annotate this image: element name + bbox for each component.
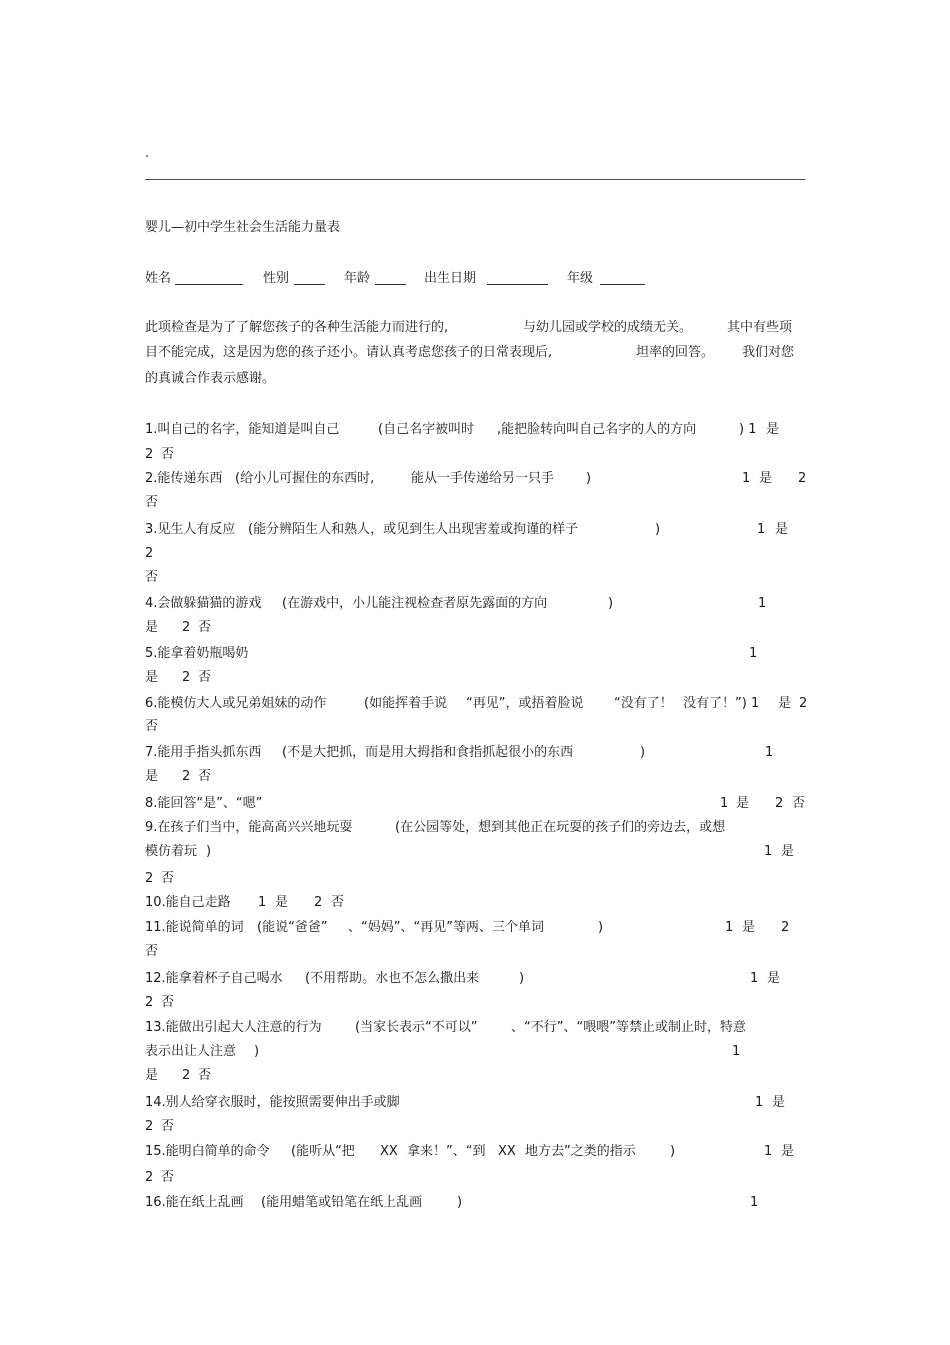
question-12-option[interactable]: 是: [767, 971, 781, 986]
question-15-text: 15.能明白简单的命令: [145, 1144, 270, 1159]
birth-date-field[interactable]: [487, 272, 548, 285]
question-3-text: ): [655, 522, 661, 537]
question-14-text: 14.别人给穿衣服时，能按照需要伸出手或脚: [145, 1095, 400, 1110]
question-11-text: (能说“爸爸”: [257, 920, 328, 935]
question-10-option[interactable]: 否: [331, 895, 345, 910]
question-13-option[interactable]: 是: [145, 1068, 159, 1083]
question-16-option[interactable]: 1: [750, 1195, 759, 1210]
question-9-text: 模仿着玩: [145, 844, 198, 859]
question-7-option[interactable]: 1: [765, 745, 774, 760]
age-field[interactable]: [375, 272, 406, 285]
question-4-text: (在游戏中，小儿能注视检查者原先露面的方向: [282, 596, 548, 611]
question-12-option[interactable]: 否: [161, 995, 175, 1010]
question-3-option[interactable]: 是: [775, 522, 789, 537]
question-14-option[interactable]: 1: [755, 1095, 764, 1110]
question-9-text: ): [206, 844, 212, 859]
question-7-text: 7.能用手指头抓东西: [145, 745, 262, 760]
question-2-option[interactable]: 否: [145, 495, 159, 510]
question-2-text: (给小儿可握住的东西时,: [235, 471, 375, 486]
question-13-text: 表示出让人注意: [145, 1044, 237, 1059]
question-6-option[interactable]: 2: [799, 696, 808, 711]
question-10-option[interactable]: 是: [275, 895, 289, 910]
question-5-option[interactable]: 是: [145, 670, 159, 685]
question-10-option[interactable]: 1: [258, 895, 267, 910]
question-15-text: 拿来！”、“到: [407, 1144, 486, 1159]
question-3-text: (能分辨陌生人和熟人，或见到生人出现害羞或拘谨的样子: [248, 522, 579, 537]
question-1-option[interactable]: ) 1: [739, 422, 757, 437]
question-7-option[interactable]: 2: [182, 769, 191, 784]
intro-line-2c: 我们对您: [742, 345, 795, 360]
header-rule: [145, 179, 805, 180]
question-11-text: ): [598, 920, 604, 935]
question-13-option[interactable]: 否: [198, 1068, 212, 1083]
question-1-option[interactable]: 是: [766, 422, 780, 437]
question-13-option[interactable]: 1: [732, 1044, 741, 1059]
question-4-text: 4.会做躲猫猫的游戏: [145, 596, 262, 611]
question-6-text: “没有了！: [614, 696, 673, 711]
question-13-text: 13.能做出引起大人注意的行为: [145, 1020, 322, 1035]
intro-line-1b: 与幼儿园或学校的成绩无关。: [523, 320, 693, 335]
question-8-text: 8.能回答“是”、“嗯”: [145, 796, 263, 811]
question-6-text: (如能挥着手说: [364, 696, 448, 711]
question-7-text: ): [640, 745, 646, 760]
intro-line-2b: 坦率的回答。: [636, 345, 715, 360]
question-13-text: 、“不行”、“喂喂”等禁止或制止时，特意: [511, 1020, 746, 1035]
document-title: 婴儿—初中学生社会生活能力量表: [145, 220, 341, 235]
question-1-option[interactable]: 2: [145, 447, 154, 462]
question-1-option[interactable]: 否: [161, 447, 175, 462]
intro-line-2a: 目不能完成，这是因为您的孩子还小。请认真考虑您孩子的日常表现后,: [145, 345, 553, 360]
question-6-option[interactable]: 否: [145, 719, 159, 734]
intro-line-1a: 此项检查是为了了解您孩子的各种生活能力而进行的,: [145, 320, 449, 335]
question-5-option[interactable]: 2: [182, 670, 191, 685]
question-6-text: 6.能模仿大人或兄弟姐妹的动作: [145, 696, 327, 711]
age-label: 年龄: [344, 271, 371, 286]
question-5-option[interactable]: 否: [198, 670, 212, 685]
question-8-option[interactable]: 否: [792, 796, 806, 811]
question-11-text: 11.能说简单的词: [145, 920, 244, 935]
question-11-option[interactable]: 1: [725, 920, 734, 935]
question-15-option[interactable]: 是: [781, 1144, 795, 1159]
question-15-option[interactable]: 1: [764, 1144, 773, 1159]
question-4-text: ): [608, 596, 614, 611]
question-11-option[interactable]: 是: [742, 920, 756, 935]
question-16-text: (能用蜡笔或铅笔在纸上乱画: [261, 1195, 423, 1210]
birth-date-label: 出生日期: [424, 271, 477, 286]
question-11-text: 、“妈妈”、“再见”等两、三个单词: [348, 920, 544, 935]
question-3-option[interactable]: 1: [757, 522, 766, 537]
question-12-text: ): [519, 971, 525, 986]
question-5-option[interactable]: 1: [749, 646, 758, 661]
question-9-text: (在公园等处，想到其他正在玩耍的孩子们的旁边去，或想: [395, 820, 726, 835]
question-9-option[interactable]: 是: [781, 844, 795, 859]
question-13-text: ): [254, 1044, 260, 1059]
question-2-text: ): [586, 471, 592, 486]
intro-line-1c: 其中有些项: [727, 320, 793, 335]
question-7-text: (不是大把抓，而是用大拇指和食指抓起很小的东西: [282, 745, 574, 760]
question-7-option[interactable]: 是: [145, 769, 159, 784]
question-1-text: 1.叫自己的名字，能知道是叫自己: [145, 422, 340, 437]
question-3-option[interactable]: 2: [145, 546, 154, 561]
question-2-text: 2.能传递东西: [145, 471, 223, 486]
question-13-text: (当家长表示“不可以”: [355, 1020, 478, 1035]
question-1-text: ,能把脸转向叫自己名字的人的方向: [497, 422, 697, 437]
question-6-text: 没有了！”) 1: [683, 696, 760, 711]
gender-label: 性别: [263, 271, 290, 286]
question-8-option[interactable]: 是: [736, 796, 750, 811]
question-2-option[interactable]: 2: [798, 471, 807, 486]
question-6-text: “再见”，或捂着脸说: [466, 696, 584, 711]
question-15-text: 地方去”之类的指示: [525, 1144, 636, 1159]
question-6-option[interactable]: 是: [778, 696, 792, 711]
question-15-text: XX: [380, 1144, 398, 1159]
question-10-option[interactable]: 2: [314, 895, 323, 910]
question-9-text: 9.在孩子们当中，能高高兴兴地玩耍: [145, 820, 353, 835]
question-8-option[interactable]: 1: [720, 796, 729, 811]
question-13-option[interactable]: 2: [182, 1068, 191, 1083]
question-3-option[interactable]: 否: [145, 570, 159, 585]
question-15-text: (能听从“把: [291, 1144, 355, 1159]
grade-label: 年级: [567, 271, 594, 286]
header-mark: .: [145, 146, 150, 161]
question-2-option[interactable]: 1: [742, 471, 751, 486]
question-4-option[interactable]: 否: [198, 620, 212, 635]
question-14-option[interactable]: 2: [145, 1119, 154, 1134]
question-11-option[interactable]: 2: [781, 920, 790, 935]
question-15-text: XX: [498, 1144, 516, 1159]
question-11-option[interactable]: 否: [145, 944, 159, 959]
question-12-text: 12.能拿着杯子自己喝水: [145, 971, 283, 986]
question-14-option[interactable]: 否: [161, 1119, 175, 1134]
question-2-text: 能从一手传递给另一只手: [411, 471, 555, 486]
name-field[interactable]: [175, 272, 243, 285]
question-9-option[interactable]: 1: [764, 844, 773, 859]
question-10-text: 10.能自己走路: [145, 895, 231, 910]
question-16-text: 16.能在纸上乱画: [145, 1195, 244, 1210]
name-label: 姓名: [145, 271, 172, 286]
question-3-text: 3.见生人有反应: [145, 522, 236, 537]
question-1-text: (自己名字被叫时: [378, 422, 475, 437]
question-12-text: (不用帮助。水也不怎么撒出来: [305, 971, 480, 986]
grade-field[interactable]: [600, 272, 645, 285]
question-2-option[interactable]: 是: [759, 471, 773, 486]
question-15-text: ): [670, 1144, 676, 1159]
question-5-text: 5.能拿着奶瓶喝奶: [145, 646, 249, 661]
question-15-option[interactable]: 否: [161, 1170, 175, 1185]
question-4-option[interactable]: 是: [145, 620, 159, 635]
question-8-option[interactable]: 2: [775, 796, 784, 811]
question-4-option[interactable]: 2: [182, 620, 191, 635]
intro-line-3: 的真诚合作表示感谢。: [145, 371, 276, 386]
question-12-option[interactable]: 2: [145, 995, 154, 1010]
gender-field[interactable]: [294, 272, 325, 285]
question-12-option[interactable]: 1: [750, 971, 759, 986]
question-15-option[interactable]: 2: [145, 1170, 154, 1185]
question-9-option[interactable]: 2: [145, 871, 154, 886]
question-9-option[interactable]: 否: [161, 871, 175, 886]
question-4-option[interactable]: 1: [758, 596, 767, 611]
question-16-text: ): [457, 1195, 463, 1210]
question-14-option[interactable]: 是: [772, 1095, 786, 1110]
question-7-option[interactable]: 否: [198, 769, 212, 784]
